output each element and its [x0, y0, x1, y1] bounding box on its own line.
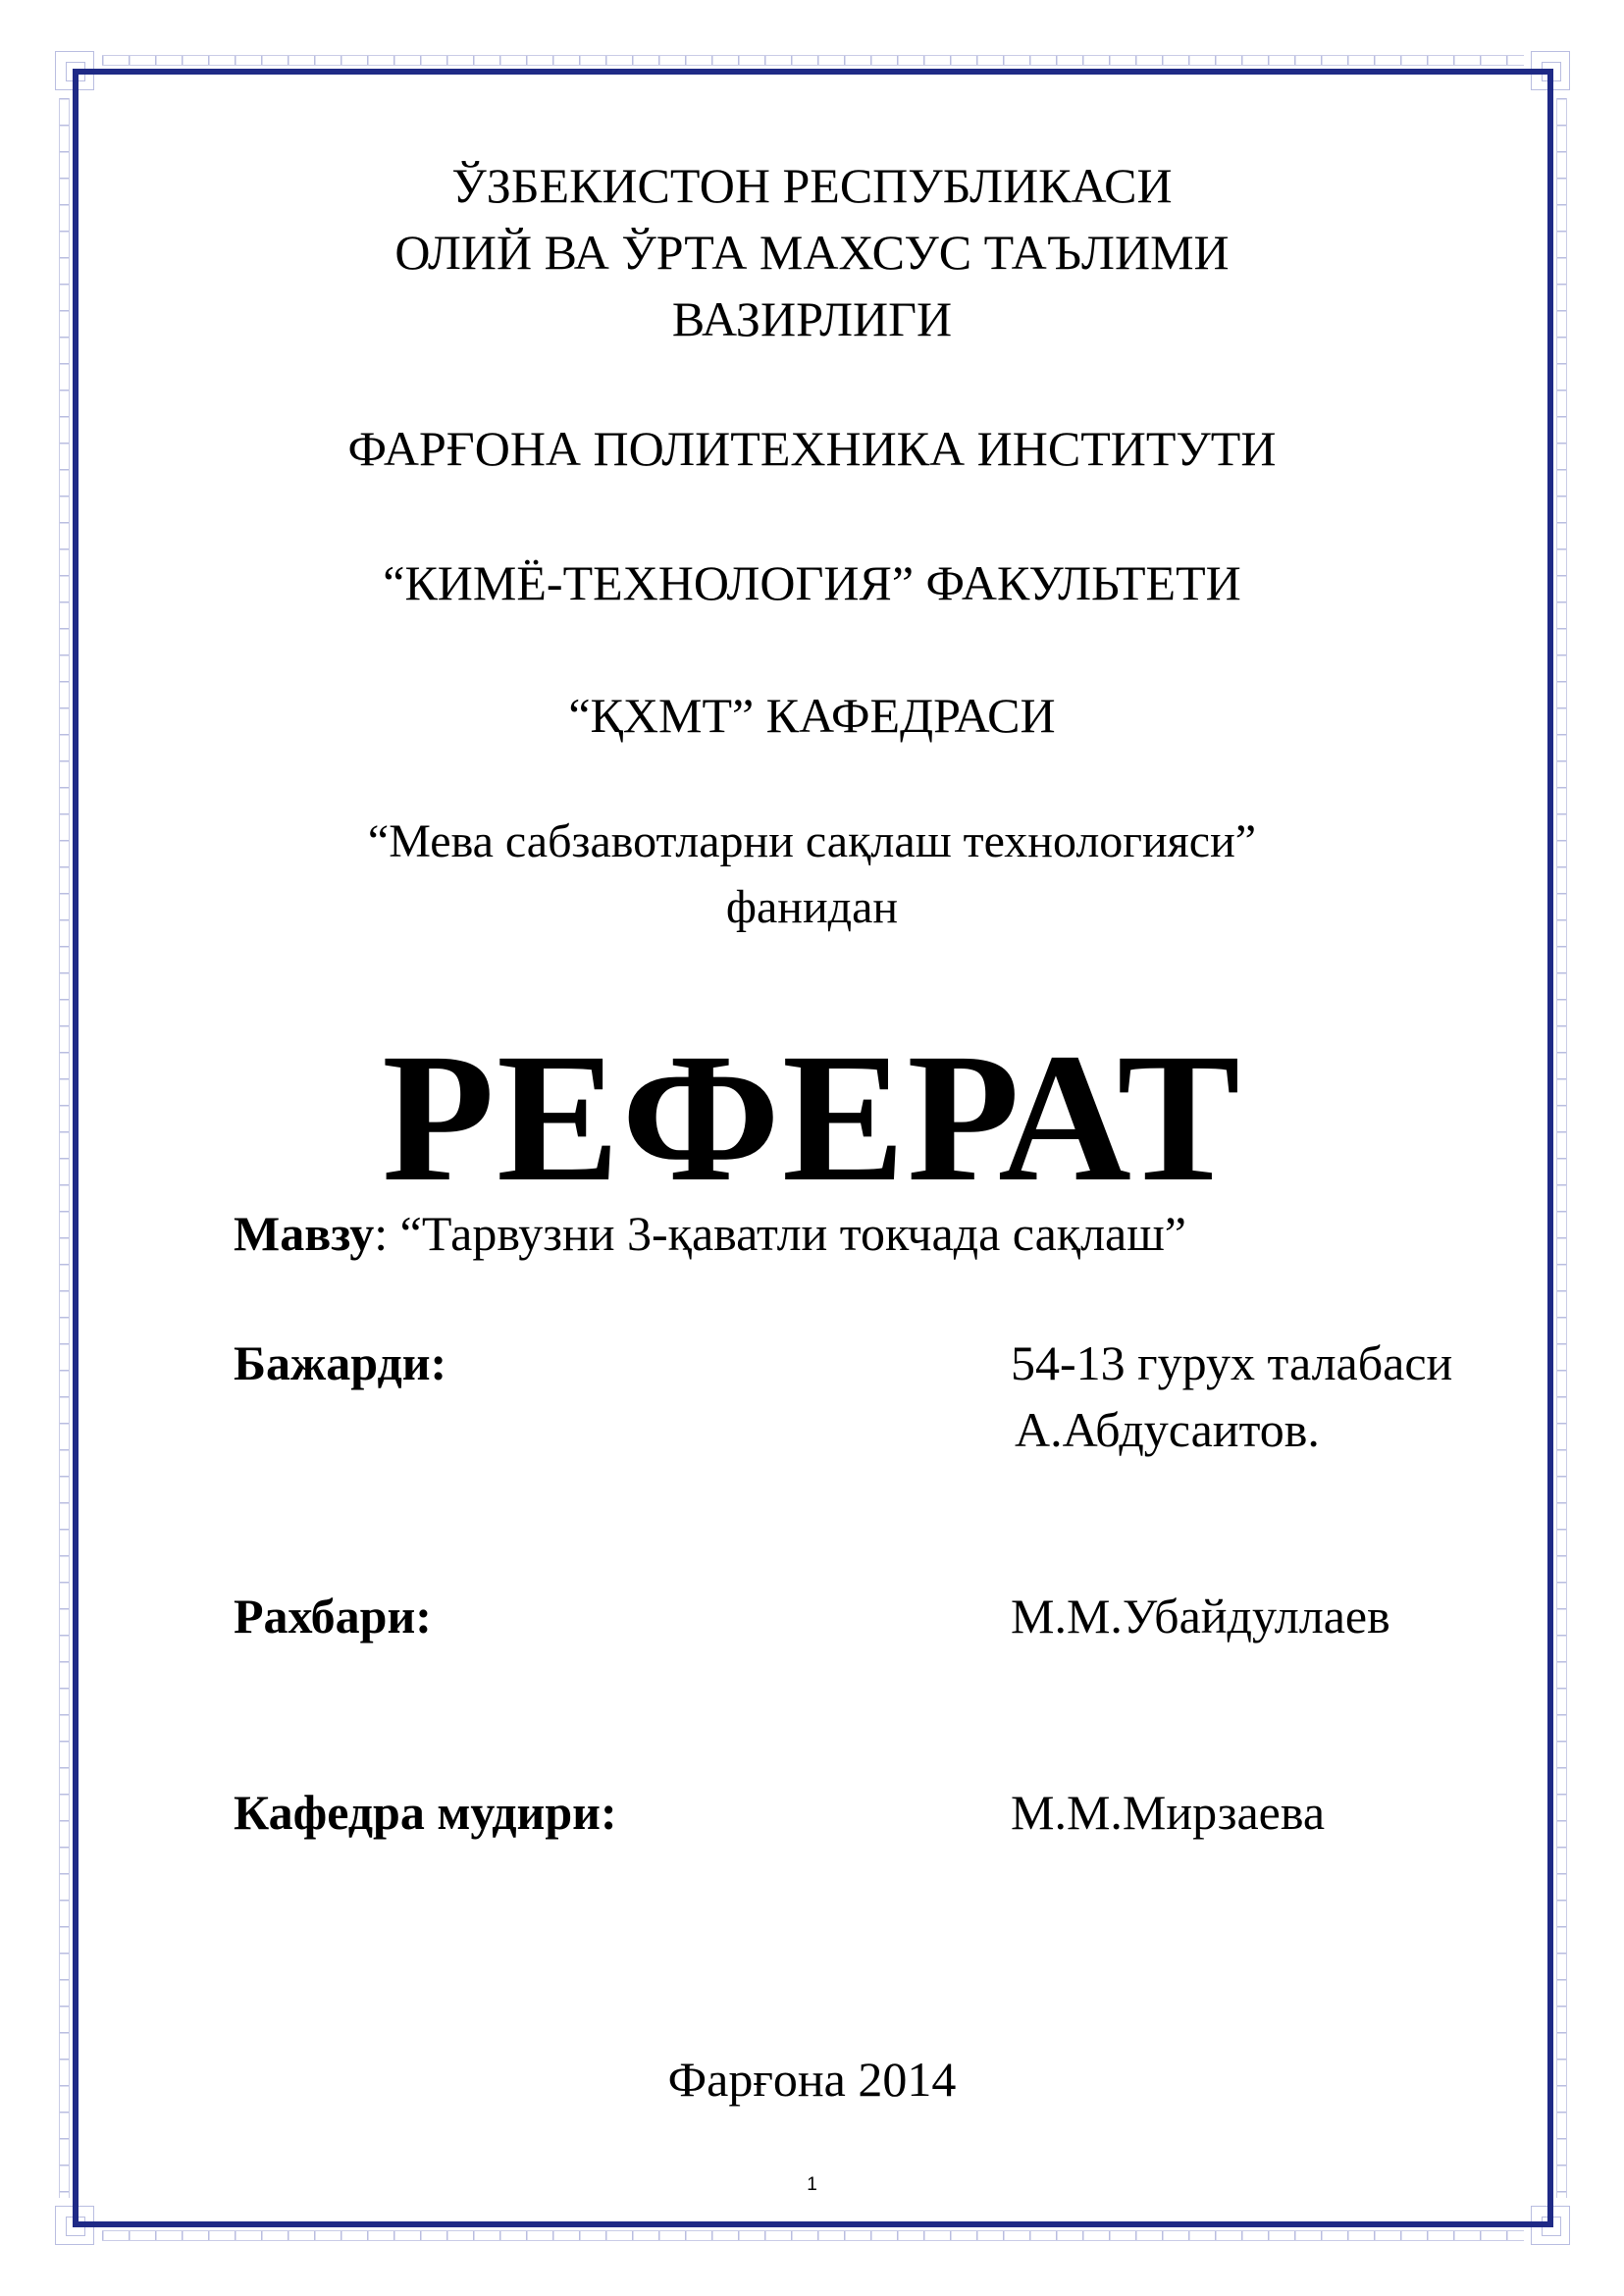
- topic-line: [234, 1205, 1186, 1262]
- frame-bottom-ticks: [102, 2230, 1524, 2241]
- topic-value: “Тарвузни 3-қаватли токчада сақлаш”: [399, 1206, 1186, 1261]
- topic-label: Мавзу: [234, 1206, 375, 1261]
- topic-separator: :: [374, 1206, 400, 1261]
- subject-line-1: “Мева сабзавотларни сақлаш технологияси”: [367, 815, 1257, 867]
- department-head-label: Кафедра мудири:: [234, 1785, 617, 1840]
- department-name: “ҚХМТ” КАФЕДРАСИ: [568, 688, 1056, 743]
- frame-top-ticks: [102, 55, 1524, 66]
- supervisor-label: Рахбари:: [234, 1589, 432, 1644]
- ministry-line-1: ЎЗБЕКИСТОН РЕСПУБЛИКАСИ: [451, 158, 1173, 213]
- page-number: 1: [807, 2174, 817, 2195]
- subject-line-2: фанидан: [725, 881, 899, 933]
- document-title: РЕФЕРАТ: [382, 1015, 1242, 1220]
- institute-name: ФАРҒОНА ПОЛИТЕХНИКА ИНСТИТУТИ: [347, 421, 1277, 476]
- place-and-year: Фарғона 2014: [667, 2052, 957, 2107]
- performed-label: Бажарди:: [234, 1335, 447, 1390]
- performed-student: А.Абдусаитов.: [1015, 1402, 1320, 1457]
- ministry-line-2: ОЛИЙ ВА ЎРТА МАХСУС ТАЪЛИМИ: [394, 225, 1230, 280]
- performed-group: 54-13 гурух талабаси: [1011, 1335, 1453, 1390]
- faculty-name: “КИМЁ-ТЕХНОЛОГИЯ” ФАКУЛЬТЕТИ: [383, 555, 1241, 610]
- ministry-line-3: ВАЗИРЛИГИ: [671, 291, 953, 346]
- supervisor-name: М.М.Убайдуллаев: [1011, 1589, 1390, 1644]
- department-head-name: М.М.Мирзаева: [1011, 1785, 1326, 1840]
